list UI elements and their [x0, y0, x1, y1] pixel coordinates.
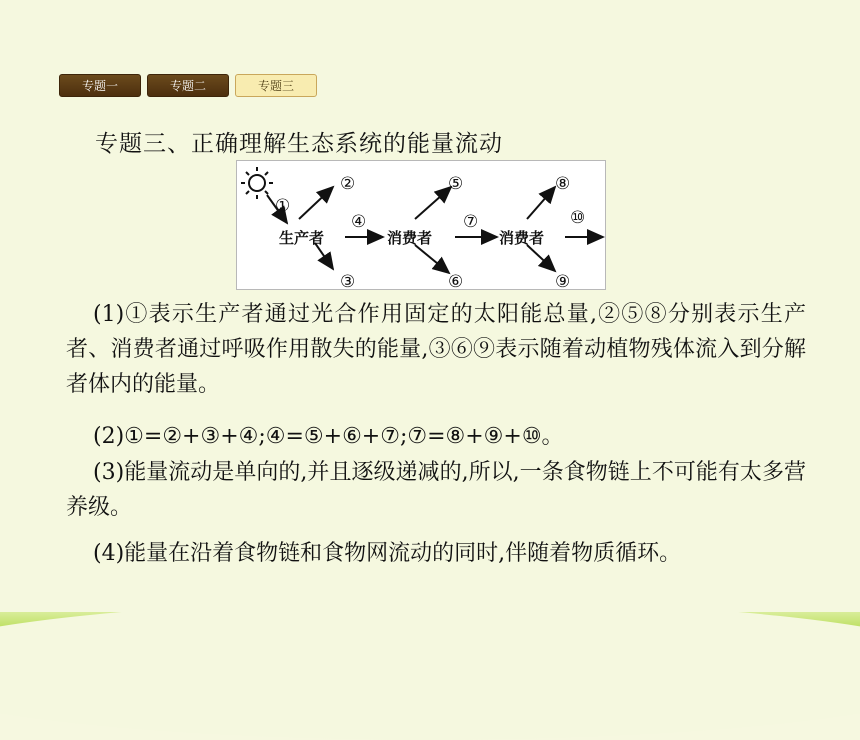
paragraph-3 — [66, 455, 806, 525]
paragraph-2-text: (2)①=②+③+④;④=⑤+⑥+⑦;⑦=⑧+⑨+⑩。 — [93, 424, 564, 449]
paragraph-2 — [66, 419, 806, 454]
tab-topic-1[interactable]: 专题一 — [59, 74, 141, 97]
energy-flow-diagram — [236, 160, 606, 290]
paragraph-4 — [66, 536, 806, 571]
section-title: 专题三、正确理解生态系统的能量流动 — [95, 131, 503, 157]
paragraph-4-text: (4)能量在沿着食物链和食物网流动的同时,伴随着物质循环。 — [93, 541, 682, 566]
label-10: ⑩ — [570, 208, 586, 228]
tab-topic-3[interactable]: 专题三 — [235, 74, 317, 97]
arrow-consumer1-down — [415, 245, 449, 273]
label-1: ① — [275, 196, 291, 216]
tab-topic-2[interactable]: 专题二 — [147, 74, 229, 97]
label-5: ⑤ — [448, 174, 464, 194]
label-7: ⑦ — [463, 212, 479, 232]
label-3: ③ — [340, 272, 356, 289]
node-producer: 生产者 — [279, 229, 325, 247]
bottom-decor-curve — [0, 600, 860, 740]
node-consumer-2: 消费者 — [499, 229, 545, 247]
arrow-producer-up — [299, 187, 333, 219]
label-6: ⑥ — [448, 272, 464, 289]
arrow-consumer2-down — [527, 245, 555, 271]
paragraph-1 — [66, 297, 806, 402]
label-9: ⑨ — [555, 272, 571, 289]
sun-icon — [241, 167, 273, 199]
arrow-consumer1-up — [415, 187, 451, 219]
arrow-consumer2-up — [527, 187, 555, 219]
label-8: ⑧ — [555, 174, 571, 194]
paragraph-1-text: (1)①表示生产者通过光合作用固定的太阳能总量,②⑤⑧分别表示生产者、消费者通过呼吸作用散失的能量,③⑥⑨表示随着动植物残体流入到分解者体内的能量。 — [66, 302, 806, 397]
label-2: ② — [340, 174, 356, 194]
label-4: ④ — [351, 212, 367, 232]
energy-flow-svg — [237, 161, 605, 289]
paragraph-3-text: (3)能量流动是单向的,并且逐级递减的,所以,一条食物链上不可能有太多营养级。 — [66, 460, 806, 520]
node-consumer-1: 消费者 — [387, 229, 433, 247]
